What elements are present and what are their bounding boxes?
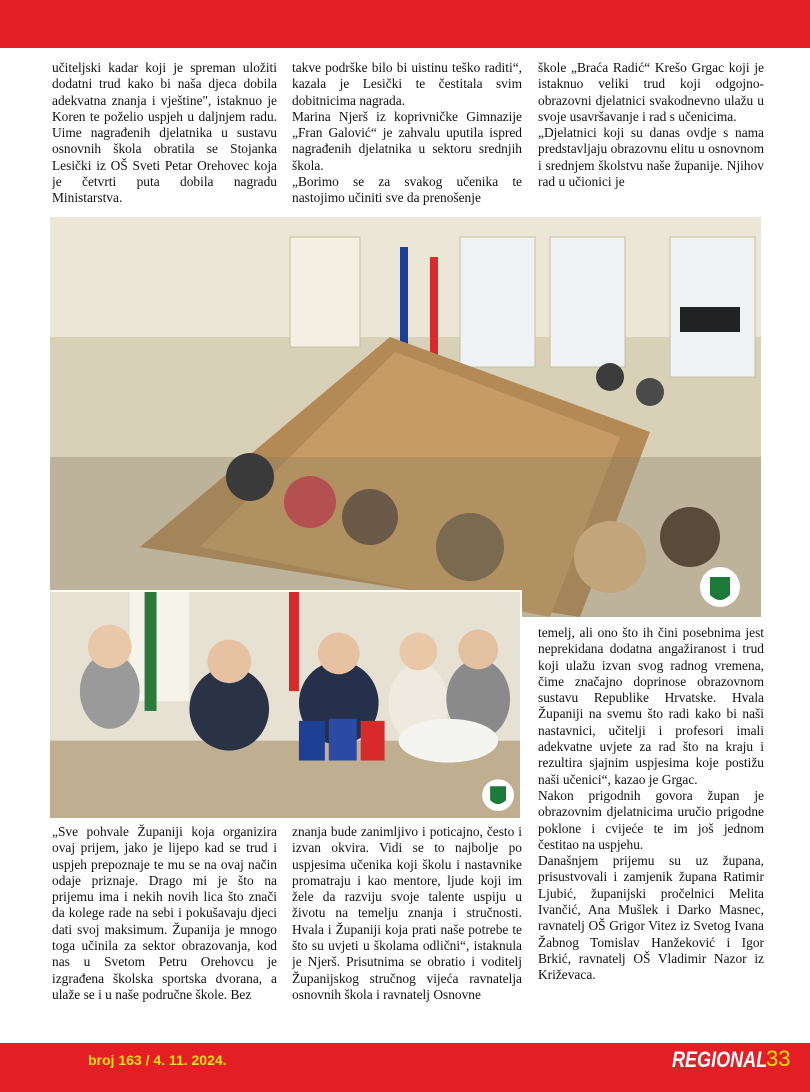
paragraph: temelj, ali ono što ih čini posebnima jest neprekidana dodatna angažiranost i trud koji ulažu izvan svog radnog vremena, čime značajno doprinose obrazovnom sustavu Republike Hrvatske. Hvala Županiji na svemu što radi kako bi naši nastavnici, učitelji i profesori imali adekvatne uvjete za rad što na kraju i rezultira sjajnim uspjesima koje postižu naši učenici“, kazao je Grgac. xyxy=(538,625,764,787)
paragraph: znanja bude zanimljivo i poticajno, često i izvan okvira. Vidi se to najbolje po uspjesima učenika koji školu i nastavnike promatraju i kao mentore, ljude koji im žele da razviju svoje talente uspiju u životu na temelju znanja i stručnosti. Hvala i Županiji koja prati naše potrebe te što su uvjeti u školama odlični“, istaknula je Njerš. Prisutnima se obratio i voditelj Županijskog stručnog vijeća ravnatelja osnovnih škola i ravnatelj Osnovne xyxy=(292,824,522,1002)
header-bar xyxy=(0,0,810,48)
paragraph: „Djelatnici koji su danas ovdje s nama predstavljaju obrazovnu elitu u osnovnom i srednjem školstvu naše županije. Njihov rad u učionici je xyxy=(538,125,764,190)
paragraph: Današnjem prijemu su uz župana, prisustvovali i zamjenik župana Ratimir Ljubić, županijski pročelnici Melita Ivančić, Ana Mušlek i Darko Masnec, ravnatelj OŠ Grigor Vitez iz Svetog Ivana Žabnog Tomislav Hanžeković i Igor Brkić, ravnatelj OŠ Vladimir Nazor iz Križevaca. xyxy=(538,853,764,983)
paragraph: škole „Braća Radić“ Krešo Grgac koji je istaknuo veliki trud koji odgojno-obrazovni djelatnici svakodnevno ulažu u svoje usavršavanje i rad s učenicima. xyxy=(538,60,764,124)
paragraph: učiteljski kadar koji je spreman uložiti dodatni trud kako bi naša djeca dobila adekvatna znanja i vještine", istaknuo je Koren te poželio uspjeh u daljnjem radu. Uime nagrađenih djelatnika u sustavu osnovnih škola obratila se Stojanka Lesički iz OŠ Sveti Petar Orehovec koja je četvrti puta dobila nagradu Ministarstva. xyxy=(52,60,277,206)
meeting-room-photo-icon xyxy=(50,217,761,617)
article-column-3 xyxy=(538,60,764,210)
paragraph: Marina Njerš iz koprivničke Gimnazije „Fran Galović“ je zahvalu uputila ispred nagrađenih djelatnika u sektoru srednjih škola. xyxy=(292,108,522,173)
meeting-room-photo-icon xyxy=(50,217,761,617)
brand-logo: REGIONAL xyxy=(672,1047,768,1072)
article-column-2 xyxy=(292,60,522,210)
paragraph: „Sve pohvale Županiji koja organizira ovaj prijem, jako je lijepo kad se trud i uspjeh prepoznaje te mu se na ovaj način odaje priznaje. Drago mi je što na prijemu ima i nekih novih lica što znači da kolege rade na sebi i pokušavaju djeci dati svoj maksimum. Županija je mnogo toga učinila za sektor obrazovanja, kod nas u Svetom Petru Orehovcu je izgrađena školska sportska dvorana, a ulaže se i u naše područne škole. Bez xyxy=(52,824,277,1002)
issue-label: broj 163 / 4. 11. 2024. xyxy=(88,1052,227,1068)
article-column-1 xyxy=(52,60,277,210)
article-column-5 xyxy=(292,824,522,1039)
article-column-4 xyxy=(52,824,277,1039)
paragraph: takve podrške bilo bi uistinu teško raditi“, kazala je Lesički te čestitala svim dobitnicima nagrada. xyxy=(292,60,522,108)
officials-table-photo-icon xyxy=(50,590,522,818)
paragraph: „Borimo se za svakog učenika te nastojimo učiniti sve da prenošenje xyxy=(292,174,522,206)
page-number: 33 xyxy=(766,1046,791,1071)
officials-table-photo-icon xyxy=(50,592,520,818)
article-column-6 xyxy=(538,625,764,1040)
paragraph: Nakon prigodnih govora župan je obrazovnim djelatnicima uručio prigodne poklone i cvijeće te im još jednom čestitao na uspjehu. xyxy=(538,787,764,852)
